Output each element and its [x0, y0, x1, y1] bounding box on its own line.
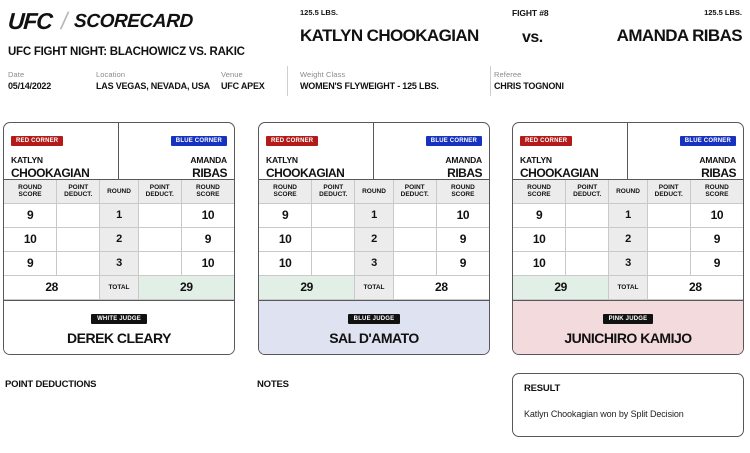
- blue-fighter-last-name: RIBAS: [701, 166, 736, 180]
- blue-point-deduction: [138, 251, 181, 275]
- header-red-point-deduct: POINT DEDUCT.: [57, 180, 100, 203]
- total-label: TOTAL: [100, 275, 138, 299]
- event-location-label: Location: [96, 70, 126, 79]
- red-round-score: 10: [259, 251, 312, 275]
- judge-name: SAL D'AMATO: [329, 329, 419, 346]
- red-corner-block: [259, 123, 374, 179]
- table-row: [4, 251, 234, 275]
- judge-badge: BLUE JUDGE: [348, 314, 401, 324]
- round-number: 2: [609, 227, 647, 251]
- table-row: [513, 227, 743, 251]
- corner-header: [4, 123, 234, 180]
- table-header-row: [259, 180, 489, 203]
- blue-corner-block: [628, 123, 743, 179]
- header-red-point-deduct: POINT DEDUCT.: [312, 180, 355, 203]
- fighter-a-weight: 125.5 LBS.: [300, 8, 338, 17]
- red-point-deduction: [566, 251, 609, 275]
- blue-round-score: 9: [436, 251, 489, 275]
- round-number: 1: [609, 203, 647, 227]
- table-row: [259, 227, 489, 251]
- table-header-row: [513, 180, 743, 203]
- table-row: [259, 203, 489, 227]
- header-blue-point-deduct: POINT DEDUCT.: [647, 180, 690, 203]
- header-blue-round-score: ROUND SCORE: [436, 180, 489, 203]
- header-round: ROUND: [100, 180, 138, 203]
- red-point-deduction: [312, 203, 355, 227]
- event-meta-row: [8, 70, 301, 91]
- point-deductions-label: POINT DEDUCTIONS: [5, 379, 97, 390]
- red-total-score: 29: [513, 275, 609, 299]
- header-round: ROUND: [355, 180, 393, 203]
- red-fighter-last-name: CHOOKAGIAN: [11, 166, 90, 180]
- judge-badge: PINK JUDGE: [603, 314, 654, 324]
- blue-fighter-last-name: RIBAS: [192, 166, 227, 180]
- red-corner-block: [4, 123, 119, 179]
- blue-total-score: 28: [393, 275, 489, 299]
- bout-meta-row: [300, 70, 564, 91]
- red-point-deduction: [57, 251, 100, 275]
- red-corner-block: [513, 123, 628, 179]
- red-fighter-first-name: KATLYN: [266, 155, 298, 165]
- red-round-score: 10: [513, 227, 566, 251]
- red-point-deduction: [57, 227, 100, 251]
- red-round-score: 9: [4, 251, 57, 275]
- red-round-score: 9: [4, 203, 57, 227]
- scorecard-wordmark: SCORECARD: [73, 10, 194, 32]
- blue-round-score: 10: [436, 203, 489, 227]
- red-round-score: 9: [259, 203, 312, 227]
- red-fighter-first-name: KATLYN: [520, 155, 552, 165]
- header-blue-round-score: ROUND SCORE: [181, 180, 234, 203]
- red-point-deduction: [566, 203, 609, 227]
- notes-label: NOTES: [257, 379, 289, 390]
- red-point-deduction: [312, 251, 355, 275]
- total-label: TOTAL: [609, 275, 647, 299]
- round-number: 2: [100, 227, 138, 251]
- header-blue-round-score: ROUND SCORE: [690, 180, 743, 203]
- result-box: [512, 373, 744, 437]
- fighter-a-name: KATLYN CHOOKAGIAN: [300, 26, 479, 45]
- table-row: [513, 251, 743, 275]
- scorecard-3: [512, 122, 744, 355]
- round-number: 3: [355, 251, 393, 275]
- red-fighter-last-name: CHOOKAGIAN: [266, 166, 345, 180]
- fighter-b-header: [560, 8, 742, 46]
- header-red-point-deduct: POINT DEDUCT.: [566, 180, 609, 203]
- table-row: [4, 227, 234, 251]
- red-round-score: 10: [259, 227, 312, 251]
- blue-point-deduction: [393, 227, 436, 251]
- red-corner-badge: RED CORNER: [266, 136, 318, 146]
- blue-point-deduction: [647, 227, 690, 251]
- round-number: 1: [355, 203, 393, 227]
- blue-round-score: 9: [436, 227, 489, 251]
- table-row: [259, 251, 489, 275]
- blue-round-score: 10: [690, 203, 743, 227]
- event-venue-label: Venue: [221, 70, 243, 79]
- blue-point-deduction: [393, 251, 436, 275]
- blue-corner-badge: BLUE CORNER: [680, 136, 736, 146]
- weight-class-value: WOMEN'S FLYWEIGHT - 125 LBS.: [300, 81, 439, 91]
- event-location: [96, 70, 221, 91]
- corner-header: [513, 123, 743, 180]
- header-round: ROUND: [609, 180, 647, 203]
- blue-round-score: 9: [690, 227, 743, 251]
- score-table: [259, 180, 489, 300]
- red-point-deduction: [312, 227, 355, 251]
- blue-point-deduction: [647, 203, 690, 227]
- round-number: 2: [355, 227, 393, 251]
- red-total-score: 29: [259, 275, 355, 299]
- red-fighter-last-name: CHOOKAGIAN: [520, 166, 599, 180]
- scorecard-2: [258, 122, 490, 355]
- blue-total-score: 29: [138, 275, 234, 299]
- result-value: Katlyn Chookagian won by Split Decision: [524, 409, 684, 419]
- red-point-deduction: [57, 203, 100, 227]
- blue-total-score: 28: [647, 275, 743, 299]
- ufc-logo: UFC: [7, 8, 53, 34]
- blue-fighter-first-name: AMANDA: [190, 155, 227, 165]
- referee-value: CHRIS TOGNONI: [494, 81, 564, 91]
- red-fighter-first-name: KATLYN: [11, 155, 43, 165]
- table-header-row: [4, 180, 234, 203]
- event-venue-value: UFC APEX: [221, 81, 265, 91]
- judge-footer: [259, 300, 489, 354]
- blue-round-score: 9: [690, 251, 743, 275]
- judge-footer: [4, 300, 234, 354]
- round-number: 1: [100, 203, 138, 227]
- blue-corner-badge: BLUE CORNER: [426, 136, 482, 146]
- blue-fighter-last-name: RIBAS: [447, 166, 482, 180]
- judge-badge: WHITE JUDGE: [91, 314, 147, 324]
- judge-name: DEREK CLEARY: [67, 329, 171, 346]
- blue-point-deduction: [647, 251, 690, 275]
- page-footer: [0, 370, 750, 453]
- blue-round-score: 10: [181, 251, 234, 275]
- event-title: UFC FIGHT NIGHT: BLACHOWICZ VS. RAKIC: [8, 46, 245, 58]
- header-divider-left: [287, 66, 288, 96]
- round-number: 3: [609, 251, 647, 275]
- event-date: [8, 70, 96, 91]
- table-row: [513, 203, 743, 227]
- red-round-score: 10: [4, 227, 57, 251]
- event-venue: [221, 70, 301, 91]
- event-date-label: Date: [8, 70, 25, 79]
- blue-round-score: 10: [181, 203, 234, 227]
- blue-corner-block: [119, 123, 234, 179]
- red-corner-badge: RED CORNER: [11, 136, 63, 146]
- header-red-round-score: ROUND SCORE: [259, 180, 312, 203]
- page-header: [0, 0, 750, 108]
- header-red-round-score: ROUND SCORE: [513, 180, 566, 203]
- referee-label: Referee: [494, 70, 522, 79]
- fight-number: FIGHT #8: [512, 8, 549, 18]
- judge-name: JUNICHIRO KAMIJO: [564, 329, 692, 346]
- blue-point-deduction: [138, 203, 181, 227]
- score-table: [513, 180, 743, 300]
- score-table: [4, 180, 234, 300]
- header-red-round-score: ROUND SCORE: [4, 180, 57, 203]
- blue-corner-block: [374, 123, 489, 179]
- red-round-score: 10: [513, 251, 566, 275]
- header-blue-point-deduct: POINT DEDUCT.: [138, 180, 181, 203]
- blue-round-score: 9: [181, 227, 234, 251]
- fighter-b-weight: 125.5 LBS.: [704, 8, 742, 17]
- fighter-a-header: [300, 8, 530, 46]
- header-blue-point-deduct: POINT DEDUCT.: [393, 180, 436, 203]
- table-row: [4, 203, 234, 227]
- red-round-score: 9: [513, 203, 566, 227]
- fighter-b-name: AMANDA RIBAS: [616, 26, 742, 45]
- totals-row: [4, 275, 234, 299]
- blue-point-deduction: [393, 203, 436, 227]
- weight-class-label: Weight Class: [300, 70, 346, 79]
- blue-fighter-first-name: AMANDA: [699, 155, 736, 165]
- total-label: TOTAL: [355, 275, 393, 299]
- weight-class: [300, 70, 494, 91]
- event-date-value: 05/14/2022: [8, 81, 52, 91]
- result-label: RESULT: [524, 383, 561, 394]
- blue-corner-badge: BLUE CORNER: [171, 136, 227, 146]
- ufc-scorecard-brand: [8, 8, 193, 35]
- blue-point-deduction: [138, 227, 181, 251]
- red-point-deduction: [566, 227, 609, 251]
- versus-label: vs.: [522, 29, 543, 46]
- totals-row: [259, 275, 489, 299]
- red-corner-badge: RED CORNER: [520, 136, 572, 146]
- blue-fighter-first-name: AMANDA: [445, 155, 482, 165]
- event-location-value: LAS VEGAS, NEVADA, USA: [96, 81, 210, 91]
- corner-header: [259, 123, 489, 180]
- totals-row: [513, 275, 743, 299]
- red-total-score: 28: [4, 275, 100, 299]
- referee: [494, 70, 564, 91]
- brand-divider-slash: /: [58, 7, 70, 35]
- judge-footer: [513, 300, 743, 354]
- scorecard-1: [3, 122, 235, 355]
- round-number: 3: [100, 251, 138, 275]
